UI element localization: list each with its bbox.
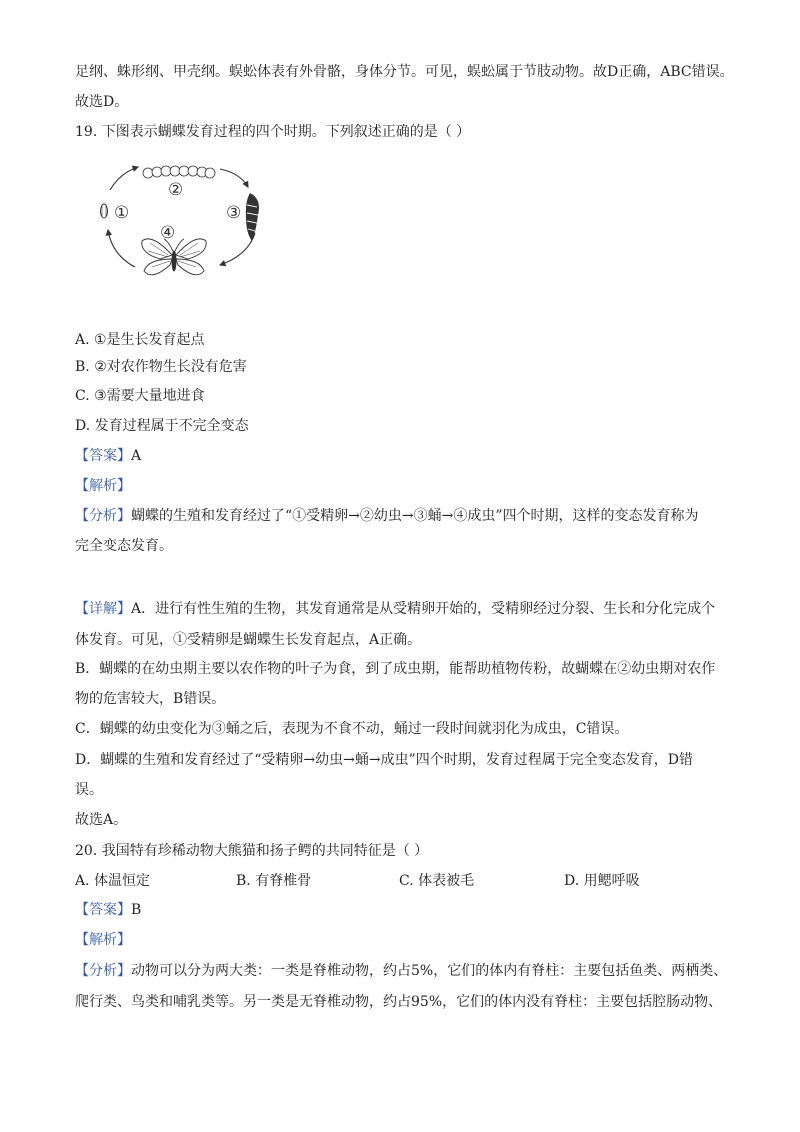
option-c: C. 体表被毛 bbox=[399, 873, 475, 889]
text-line: D．蝴蝶的生殖和发育经过了“受精卵→幼虫→蛹→成虫”四个时期，发育过程属于完全变态发育，D错 bbox=[75, 752, 693, 768]
fenxi-tag: 【分析】 bbox=[75, 508, 131, 524]
fenxi-20 bbox=[75, 961, 727, 981]
butterfly-icon bbox=[142, 239, 206, 275]
answer-value: A bbox=[131, 448, 142, 464]
label-1: ① bbox=[114, 203, 130, 223]
fenxi-tag: 【分析】 bbox=[75, 963, 131, 979]
fenxi-text: 蝴蝶的生殖和发育经过了“①受精卵→②幼虫→③蛹→④成虫”四个时期，这样的变态发育称为 bbox=[131, 508, 699, 524]
text-line: B．蝴蝶的在幼虫期主要以农作物的叶子为食，到了成虫期，能帮助植物传粉，故蝴蝶在②幼虫期对农作 bbox=[75, 661, 716, 677]
xiangjie-tag: 【详解】 bbox=[75, 601, 131, 617]
xiangjie-text: A．进行有性生殖的生物，其发育通常是从受精卵开始的，受精卵经过分裂、生长和分化完成个 bbox=[131, 601, 716, 617]
answer-20 bbox=[75, 900, 141, 920]
answer-19 bbox=[75, 446, 141, 466]
question-19: 19. 下图表示蝴蝶发育过程的四个时期。下列叙述正确的是（ ） bbox=[75, 124, 471, 140]
label-3: ③ bbox=[226, 203, 242, 223]
option-a: A. ①是生长发育起点 bbox=[75, 332, 205, 348]
text-line: 故选D。 bbox=[75, 94, 129, 110]
caterpillar-icon bbox=[143, 166, 215, 178]
option-a: A. 体温恒定 bbox=[75, 873, 151, 889]
option-b: B. 有脊椎骨 bbox=[236, 873, 312, 889]
text-line: 故选A。 bbox=[75, 812, 128, 828]
analysis-tag: 【解析】 bbox=[75, 478, 131, 494]
egg-icon bbox=[101, 204, 108, 218]
answer-tag: 【答案】 bbox=[75, 902, 131, 918]
label-4: ④ bbox=[160, 223, 176, 243]
butterfly-lifecycle-figure bbox=[90, 155, 280, 290]
label-2: ② bbox=[168, 180, 184, 200]
option-c: C. ③需要大量地进食 bbox=[75, 388, 205, 404]
text-line: 爬行类、鸟类和哺乳类等。另一类是无脊椎动物，约占95%，它们的体内没有脊柱：主要包括腔肠动物、 bbox=[75, 994, 723, 1010]
option-d: D. 用鳃呼吸 bbox=[564, 873, 640, 889]
text-line: 足纲、蛛形纲、甲壳纲。蜈蚣体表有外骨骼，身体分节。可见，蜈蚣属于节肢动物。故D正确，ABC错误。 bbox=[75, 64, 734, 80]
pupa-icon bbox=[246, 193, 259, 241]
text-line: C．蝴蝶的幼虫变化为③蛹之后，表现为不食不动，蛹过一段时间就羽化为成虫，C错误。 bbox=[75, 721, 629, 737]
text-line: 完全变态发育。 bbox=[75, 538, 173, 554]
answer-tag: 【答案】 bbox=[75, 448, 131, 464]
text-line: 误。 bbox=[75, 782, 103, 798]
analysis-tag: 【解析】 bbox=[75, 932, 131, 948]
text-line: 体发育。可见，①受精卵是蝴蝶生长发育起点，A正确。 bbox=[75, 632, 422, 648]
answer-value: B bbox=[131, 902, 142, 918]
question-20: 20. 我国特有珍稀动物大熊猫和扬子鳄的共同特征是（ ） bbox=[75, 843, 429, 859]
xiangjie-19 bbox=[75, 599, 715, 619]
fenxi-19 bbox=[75, 506, 699, 526]
fenxi-text: 动物可以分为两大类：一类是脊椎动物，约占5%，它们的体内有脊柱：主要包括鱼类、两栖类、 bbox=[131, 963, 728, 979]
option-b: B. ②对农作物生长没有危害 bbox=[75, 359, 247, 375]
option-d: D. 发育过程属于不完全变态 bbox=[75, 418, 249, 434]
text-line: 物的危害较大，B错误。 bbox=[75, 691, 226, 707]
